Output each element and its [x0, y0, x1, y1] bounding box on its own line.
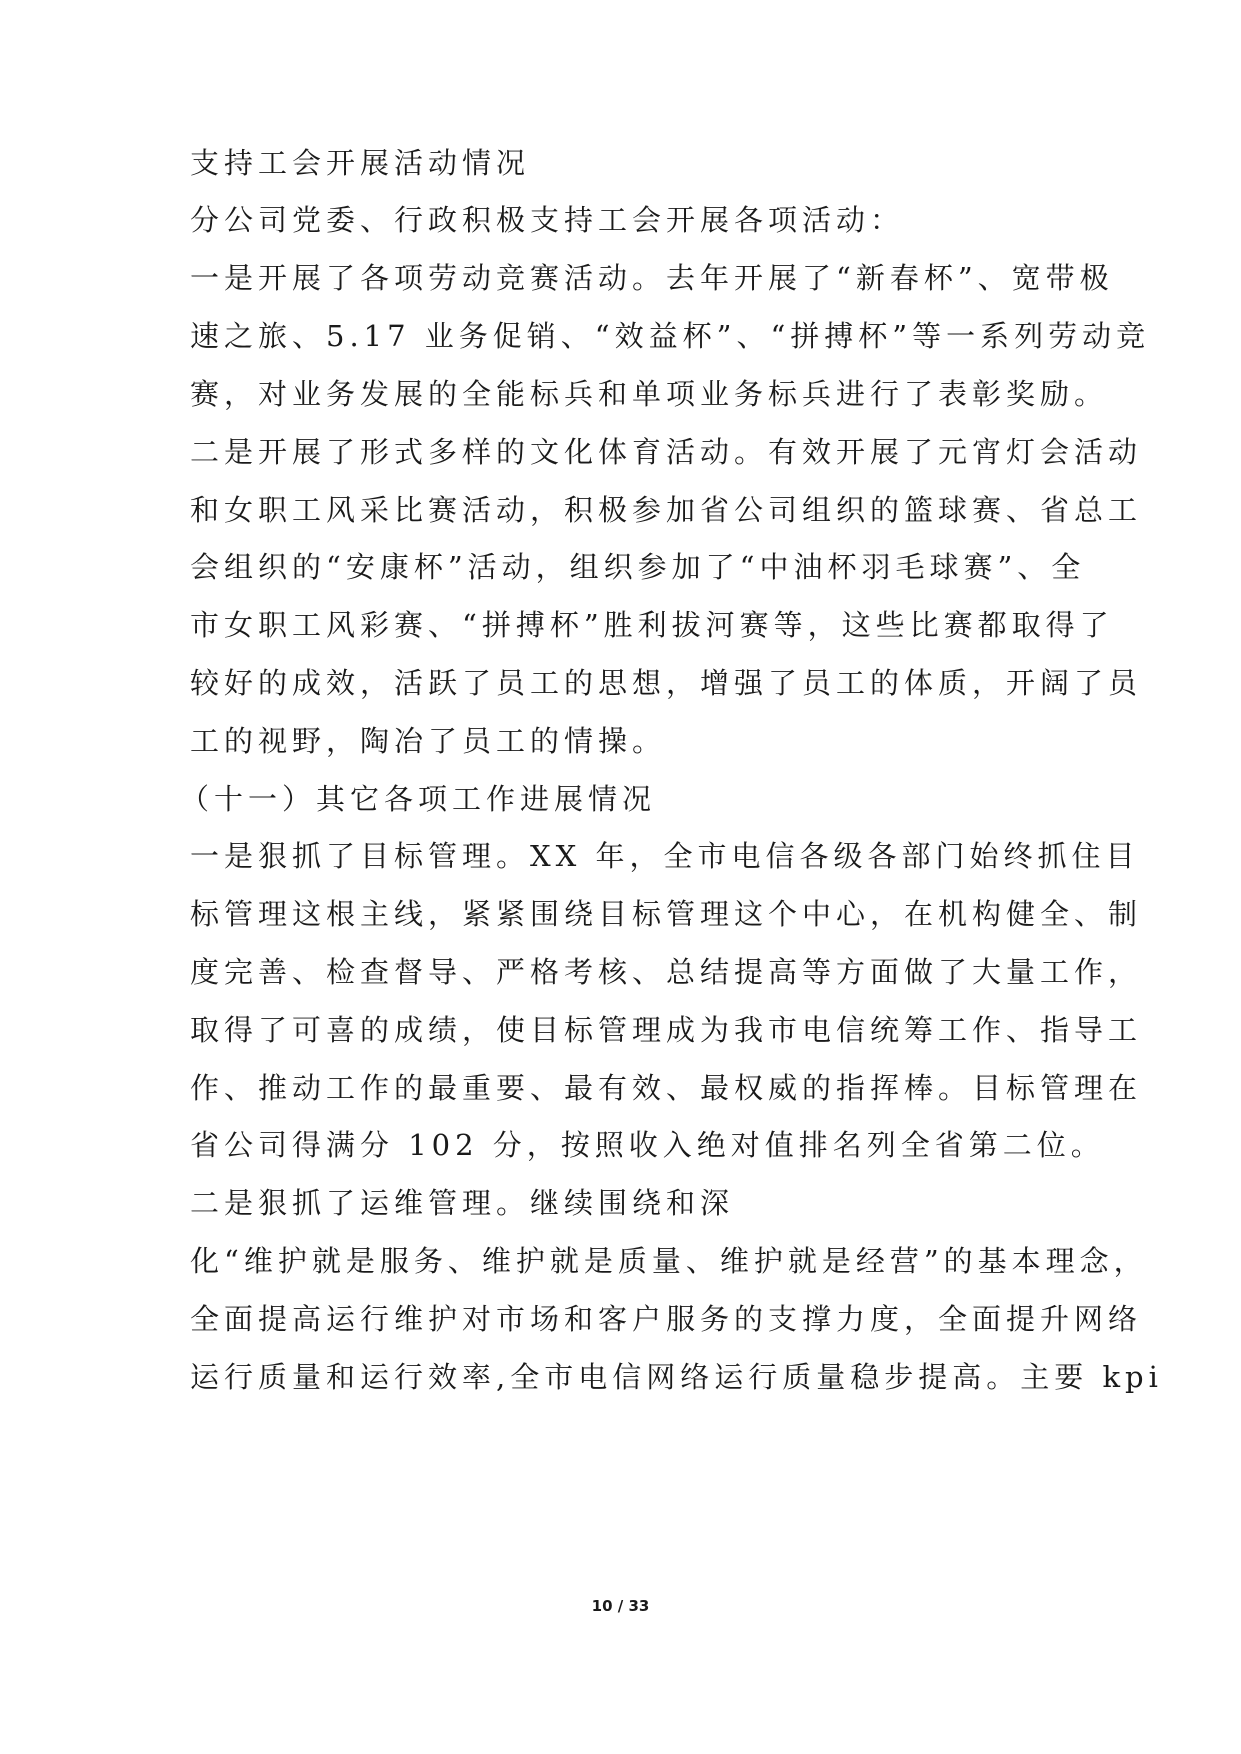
- page-number: 10 / 33: [591, 1597, 650, 1615]
- text-line: 一是开展了各项劳动竞赛活动。去年开展了“新春杯”、宽带极: [190, 261, 1114, 295]
- text-line: 市女职工风彩赛、“拼搏杯”胜利拔河赛等，这些比赛都取得了: [190, 608, 1114, 642]
- text-line: 支持工会开展活动情况: [190, 146, 531, 180]
- text-line: 分公司党委、行政积极支持工会开展各项活动：: [190, 203, 905, 237]
- text-line: 和女职工风采比赛活动，积极参加省公司组织的篮球赛、省总工: [190, 493, 1143, 527]
- text-line: 二是开展了形式多样的文化体育活动。有效开展了元宵灯会活动: [190, 435, 1143, 469]
- text-line: 取得了可喜的成绩，使目标管理成为我市电信统筹工作、指导工: [190, 1013, 1143, 1047]
- text-line: 全面提高运行维护对市场和客户服务的支撑力度，全面提升网络: [190, 1302, 1143, 1336]
- section-heading: （十一）其它各项工作进展情况: [180, 782, 657, 816]
- text-line: 省公司得满分 102 分，按照收入绝对值排名列全省第二位。: [190, 1128, 1105, 1162]
- text-line: 工的视野，陶冶了员工的情操。: [190, 724, 667, 758]
- text-line: 标管理这根主线，紧紧围绕目标管理这个中心，在机构健全、制: [190, 897, 1143, 931]
- text-line: 速之旅、5.17 业务促销、“效益杯”、“拼搏杯”等一系列劳动竞: [190, 319, 1151, 353]
- text-line: 度完善、检查督导、严格考核、总结提高等方面做了大量工作，: [190, 955, 1143, 989]
- text-line: 二是狠抓了运维管理。继续围绕和深: [190, 1186, 735, 1220]
- text-line: 一是狠抓了目标管理。XX 年，全市电信各级各部门始终抓住目: [190, 839, 1140, 873]
- text-line: 作、推动工作的最重要、最有效、最权威的指挥棒。目标管理在: [190, 1071, 1143, 1105]
- text-line: 赛，对业务发展的全能标兵和单项业务标兵进行了表彰奖励。: [190, 377, 1109, 411]
- text-line: 较好的成效，活跃了员工的思想，增强了员工的体质，开阔了员: [190, 666, 1143, 700]
- text-line: 化“维护就是服务、维护就是质量、维护就是经营”的基本理念，: [190, 1244, 1148, 1278]
- text-line: 会组织的“安康杯”活动，组织参加了“中油杯羽毛球赛”、全: [190, 550, 1086, 584]
- text-line: 运行质量和运行效率,全市电信网络运行质量稳步提高。主要 kpi: [190, 1360, 1163, 1394]
